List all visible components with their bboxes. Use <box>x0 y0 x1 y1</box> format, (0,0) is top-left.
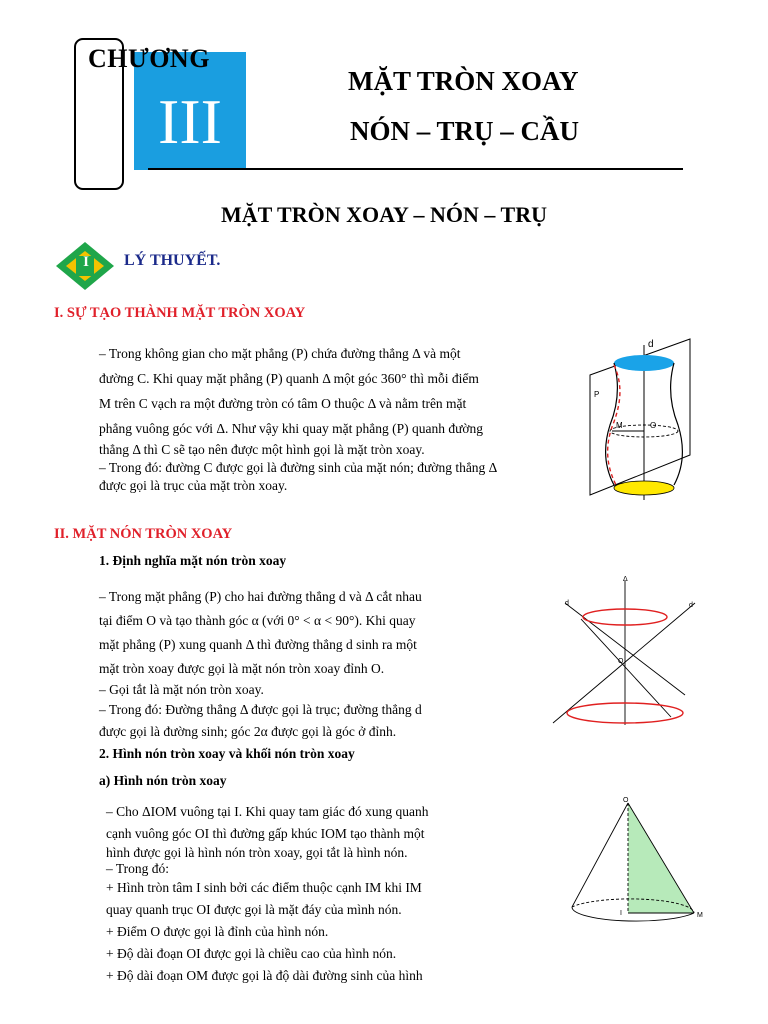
chapter-number: III <box>158 86 222 157</box>
header-rule <box>148 168 683 170</box>
label-m: M <box>616 421 623 430</box>
cone-line: + Độ dài đoạn OI được gọi là chiều cao của hình nón. <box>106 946 397 961</box>
cone-line: + Độ dài đoạn OM được gọi là độ dài đường sinh của hình <box>106 968 423 983</box>
cone-left-side <box>572 803 628 907</box>
section1-line: đường C. Khi quay mặt phẳng (P) quanh Δ một góc 360° thì mỗi điểm <box>99 371 479 386</box>
label-d-left: d <box>565 600 569 607</box>
section2-sub2a-text <box>106 801 506 987</box>
label-p: P <box>594 390 600 399</box>
badge-letter: I <box>83 254 89 270</box>
cone-line: + Điểm O được gọi là đỉnh của hình nón. <box>106 924 329 939</box>
label-m: M <box>697 912 703 919</box>
cone-figure <box>560 795 720 930</box>
section2-heading: II. MẶT NÓN TRÒN XOAY <box>54 526 233 542</box>
definition-line: tại điểm O và tạo thành góc α (với 0° < α < 90°). Khi quay <box>99 613 416 628</box>
generatrix-d-right <box>553 603 695 723</box>
label-o-vertex: O <box>618 658 624 665</box>
label-i: I <box>620 910 622 917</box>
section2-sub1: 1. Định nghĩa mặt nón tròn xoay <box>99 553 287 568</box>
section2-sub1-text <box>99 585 499 743</box>
cone-line: quay quanh trục OI được gọi là mặt đáy của mình nón. <box>106 902 402 917</box>
badge-label: LÝ THUYẾT. <box>124 252 221 269</box>
section1-text <box>99 341 569 495</box>
page-subtitle: MẶT TRÒN XOAY – NÓN – TRỤ <box>221 202 547 227</box>
definition-line: mặt phẳng (P) xung quanh Δ thì đường thẳng d sinh ra một <box>99 637 417 652</box>
cone-line: – Cho ΔIOM vuông tại I. Khi quay tam giác đó xung quanh <box>106 804 429 819</box>
vase-right-profile <box>671 363 683 485</box>
section1-line: được gọi là trục của mặt tròn xoay. <box>99 478 288 493</box>
label-d: d <box>648 339 654 350</box>
header-title-line1: MẶT TRÒN XOAY <box>348 66 579 96</box>
definition-line: – Trong đó: Đường thẳng Δ được gọi là trục; đường thẳng d <box>99 702 422 717</box>
cone-line: + Hình tròn tâm I sinh bởi các điểm thuộc cạnh IM khi IM <box>106 880 422 895</box>
chapter-word: CHƯƠNG <box>88 44 210 73</box>
double-cone-figure <box>545 575 705 730</box>
definition-line: – Trong mặt phẳng (P) cho hai đường thẳng d và Δ cắt nhau <box>99 589 422 604</box>
definition-line: được gọi là đường sinh; góc 2α được gọi là góc ở đỉnh. <box>99 724 397 739</box>
label-d-right: d <box>689 602 693 609</box>
section2-sub2: 2. Hình nón tròn xoay và khối nón tròn xoay <box>99 746 355 761</box>
section1-heading: I. SỰ TẠO THÀNH MẶT TRÒN XOAY <box>54 305 306 321</box>
section1-line: – Trong không gian cho mặt phẳng (P) chứa đường thẳng Δ và một <box>99 346 461 361</box>
section1-line: – Trong đó: đường C được gọi là đường sinh của mặt nón; đường thẳng Δ <box>99 460 498 475</box>
section1-line: phẳng vuông góc với Δ. Như vậy khi quay mặt phẳng (P) quanh đường <box>99 421 484 436</box>
vase-bottom-ellipse <box>614 481 674 495</box>
definition-line: – Gọi tắt là mặt nón tròn xoay. <box>99 682 264 697</box>
vase-top-ellipse <box>614 355 674 371</box>
cone-edge <box>581 619 671 717</box>
section1-line: thẳng Δ thì C sẽ tạo nên được một hình gọi là mặt tròn xoay. <box>99 442 425 457</box>
label-o: O <box>650 421 657 430</box>
vase-figure <box>580 335 700 510</box>
cone-line: hình được gọi là hình nón tròn xoay, gọi tắt là hình nón. <box>106 845 408 860</box>
section1-line: M trên C vạch ra một đường tròn có tâm O thuộc Δ và nằm trên mặt <box>99 396 467 411</box>
label-o: O <box>623 797 629 804</box>
cone-line: cạnh vuông góc OI thì đường gấp khúc IOM tạo thành một <box>106 826 425 841</box>
cone-line: – Trong đó: <box>106 861 170 876</box>
label-delta: Δ <box>623 576 628 583</box>
section2-sub2a: a) Hình nón tròn xoay <box>99 773 227 788</box>
definition-line: mặt tròn xoay được gọi là mặt nón tròn xoay đỉnh O. <box>99 661 385 676</box>
header-title-line2: NÓN – TRỤ – CẦU <box>350 116 580 146</box>
